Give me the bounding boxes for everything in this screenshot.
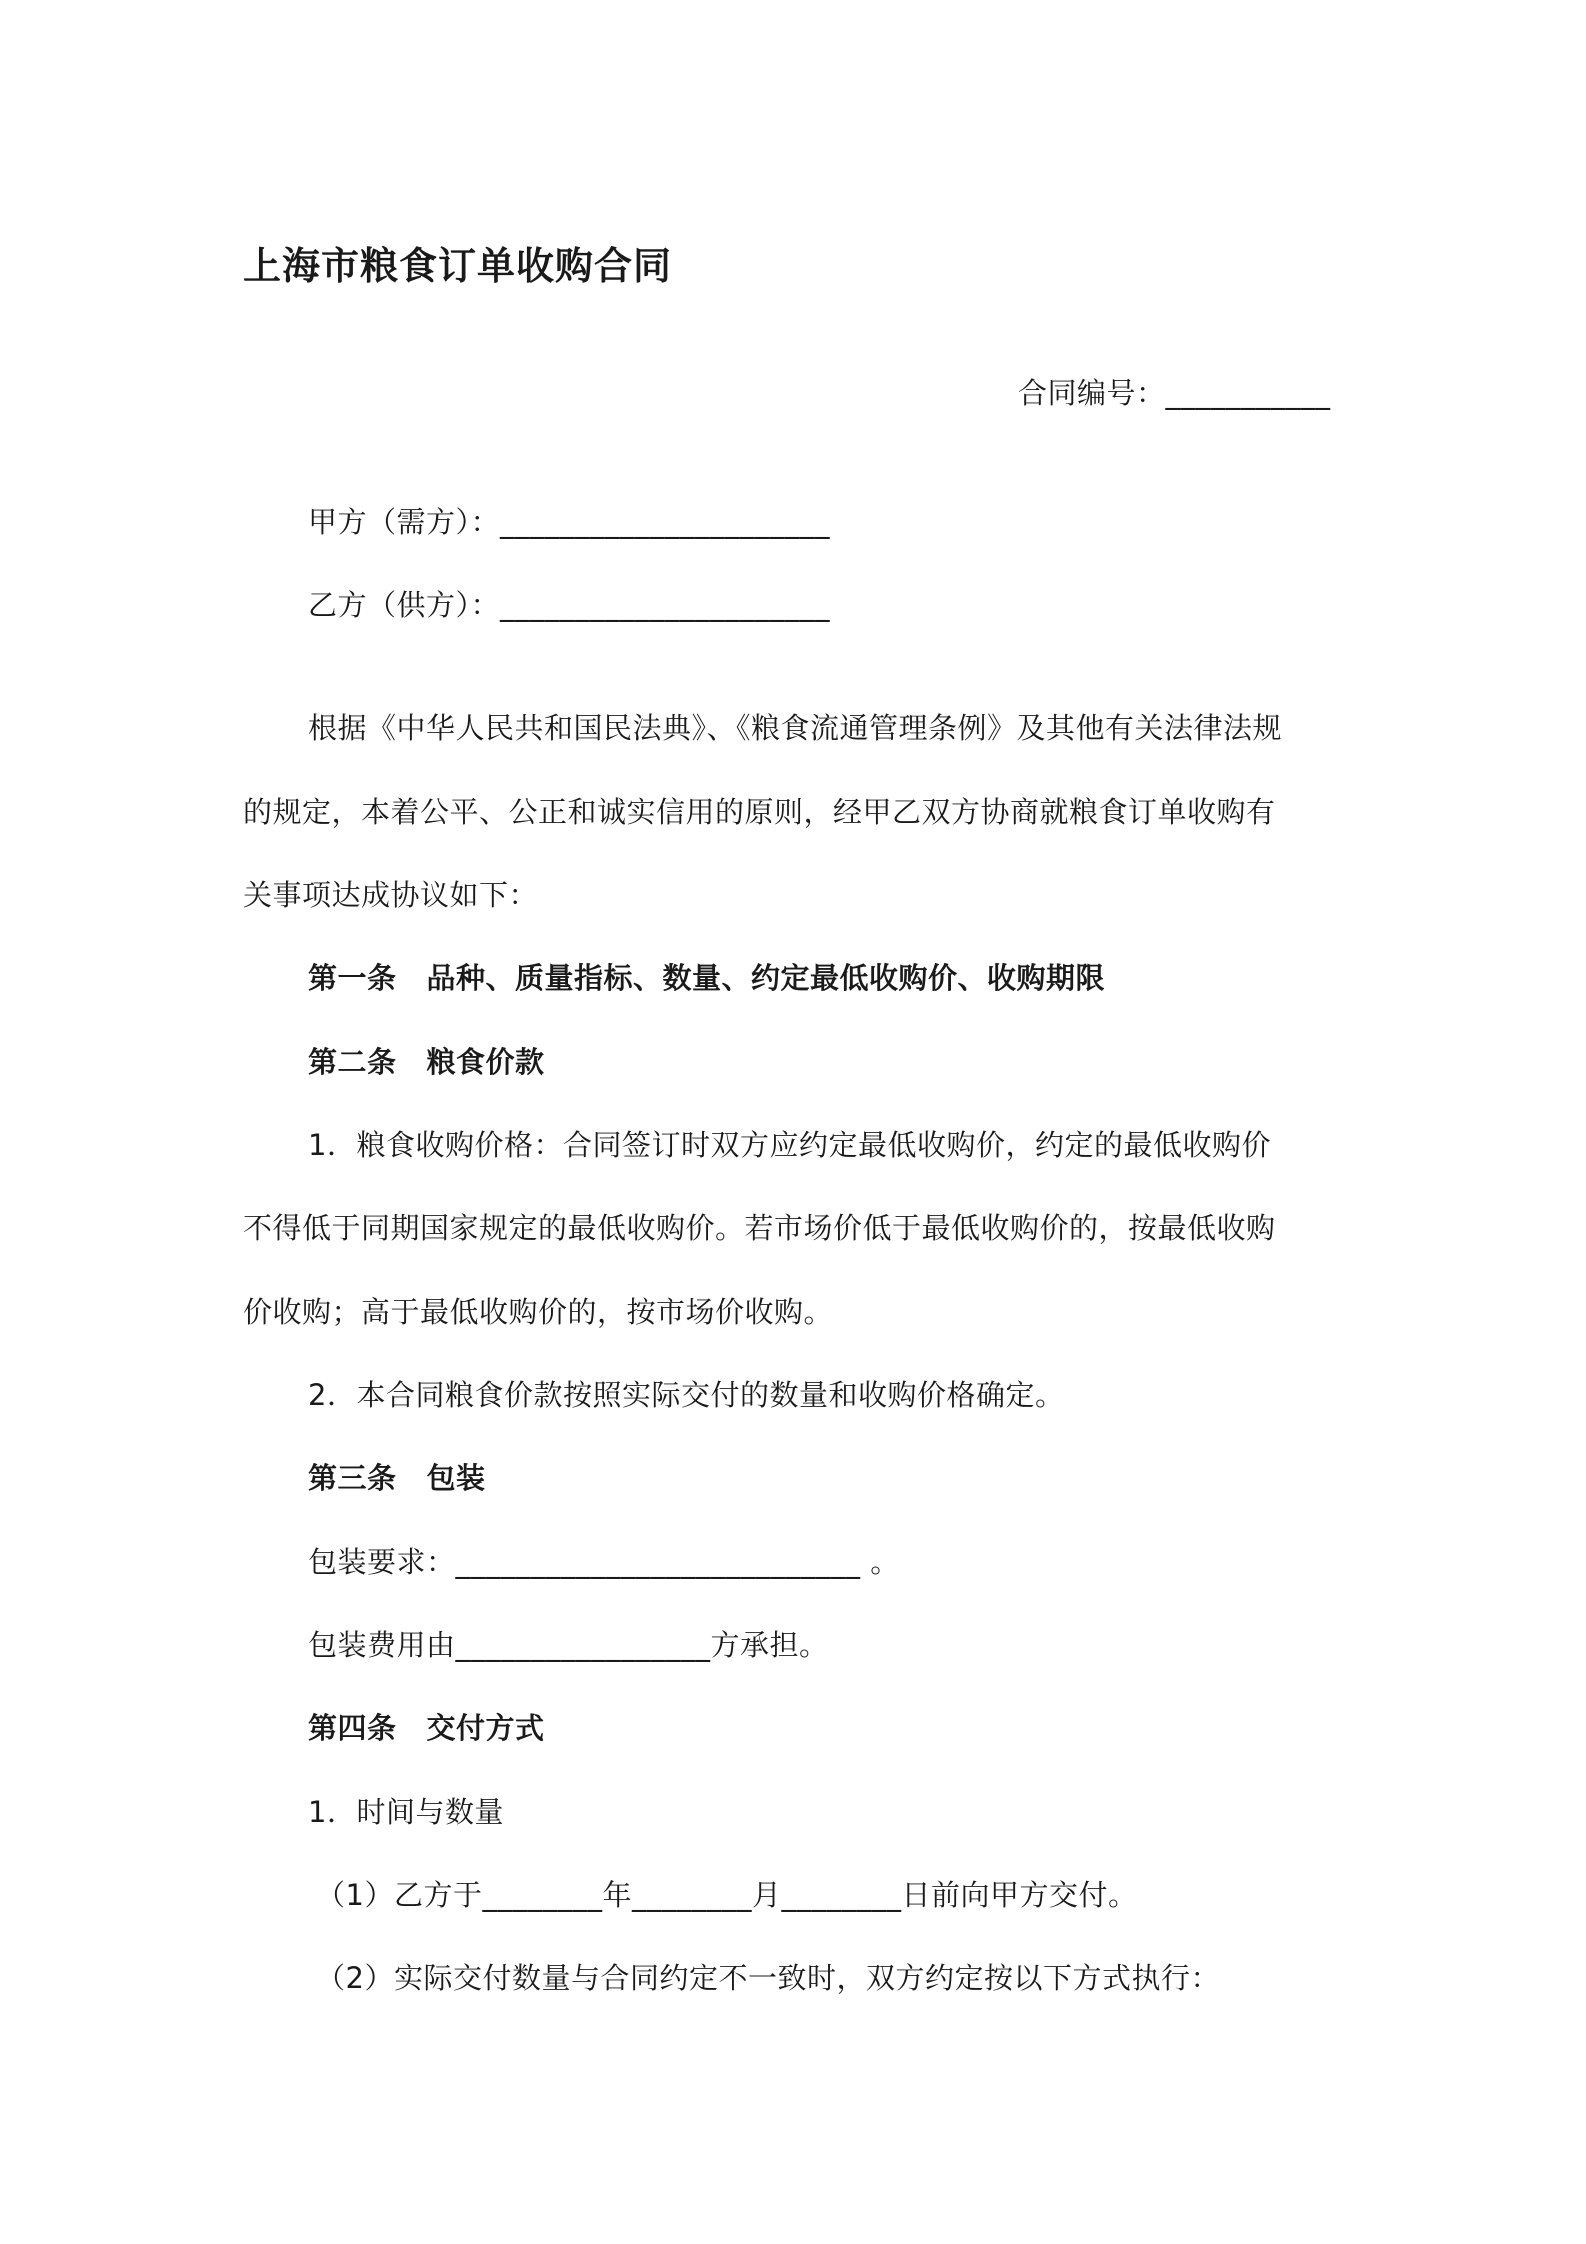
preamble-line-1: 根据《中华人民共和国民法典》、《粮食流通管理条例》及其他有关法律法规 <box>308 711 1283 745</box>
art2-p2: 2．本合同粮食价款按照实际交付的数量和收购价格确定。 <box>308 1378 1065 1412</box>
packing-fee: 包装费用由_________________方承担。 <box>308 1628 829 1662</box>
article-3-title: 包装 <box>426 1461 486 1495</box>
party-b: 乙方（供方）：______________________ <box>308 588 831 622</box>
art2-p1-line-1: 1．粮食收购价格：合同签订时双方应约定最低收购价，约定的最低收购价 <box>308 1128 1271 1162</box>
preamble-line-2: 的规定，本着公平、公正和诚实信用的原则，经甲乙双方协商就粮食订单收购有 <box>243 795 1276 829</box>
article-4-number: 第四条 <box>308 1711 397 1745</box>
art4-item-1: （1）乙方于________年________月________日前向甲方交付。 <box>316 1878 1138 1912</box>
packing-requirement: 包装要求：___________________________ 。 <box>308 1545 900 1579</box>
article-2-title: 粮食价款 <box>426 1045 545 1079</box>
article-2-heading <box>308 1042 545 1082</box>
article-4-heading <box>308 1708 545 1748</box>
art2-p1-line-2: 不得低于同期国家规定的最低收购价。若市场价低于最低收购价的，按最低收购 <box>243 1211 1276 1245</box>
article-3-heading <box>308 1458 486 1498</box>
art4-item-2: （2）实际交付数量与合同约定不一致时，双方约定按以下方式执行： <box>316 1961 1220 1995</box>
article-1-heading <box>308 958 1105 998</box>
article-4-title: 交付方式 <box>426 1711 545 1745</box>
preamble-line-3: 关事项达成协议如下： <box>243 878 539 912</box>
article-1-number: 第一条 <box>308 961 397 995</box>
article-2-number: 第二条 <box>308 1045 397 1079</box>
document-title: 上海市粮食订单收购合同 <box>243 244 673 288</box>
art2-p1-line-3: 价收购；高于最低收购价的，按市场价收购。 <box>243 1295 834 1329</box>
article-1-title: 品种、质量指标、数量、约定最低收购价、收购期限 <box>426 961 1106 995</box>
party-a: 甲方（需方）：______________________ <box>308 505 831 539</box>
art4-p1: 1．时间与数量 <box>308 1795 504 1829</box>
contract-number: 合同编号：___________ <box>1018 376 1331 410</box>
article-3-number: 第三条 <box>308 1461 397 1495</box>
